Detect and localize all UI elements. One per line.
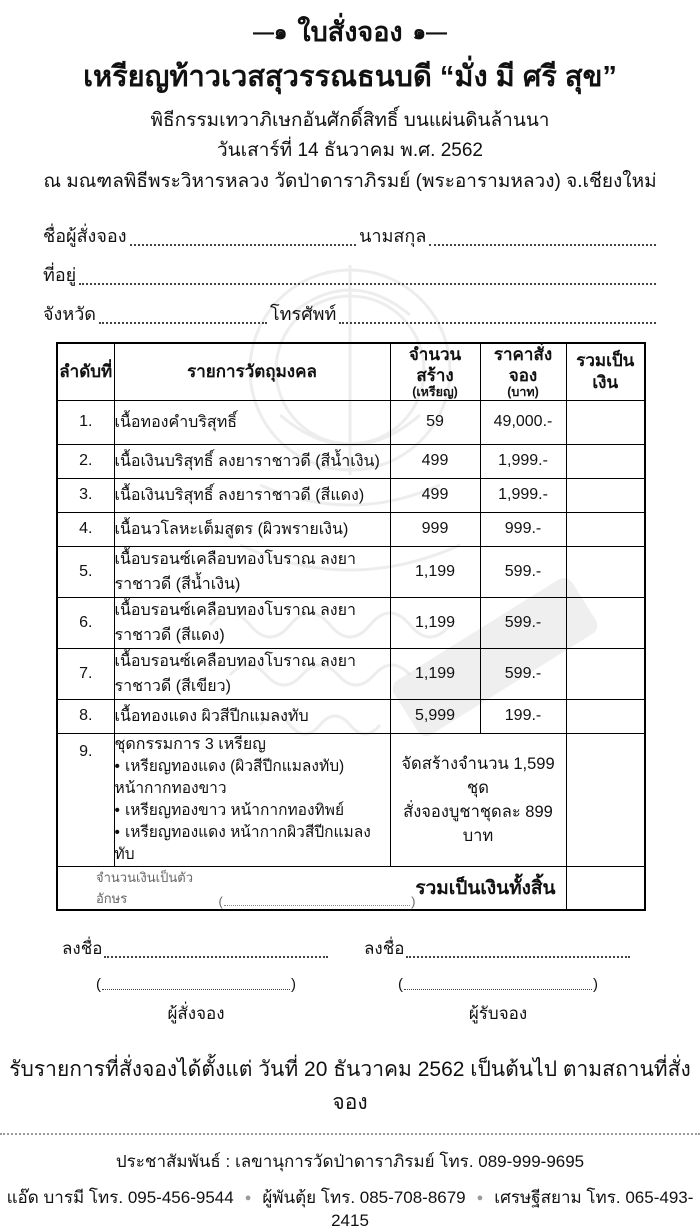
row-total-blank[interactable] bbox=[566, 546, 645, 597]
row-item: เนื้อบรอนซ์เคลือบทองโบราณ ลงยาราชาวดี (สีเขียว) bbox=[114, 648, 390, 699]
row-price: 1,999.- bbox=[480, 444, 566, 478]
province-label: จังหวัด bbox=[43, 303, 96, 324]
table-row bbox=[57, 648, 645, 699]
signature-section bbox=[62, 935, 632, 1027]
contact-line-pr: ประชาสัมพันธ์ : เลขานุการวัดป่าดาราภิรมย์ โทร. 089-999-9695 bbox=[115, 1151, 585, 1171]
address-field-line[interactable] bbox=[79, 281, 656, 285]
table-row bbox=[57, 546, 645, 597]
row-total-blank[interactable] bbox=[566, 512, 645, 546]
paren-open: ( bbox=[398, 975, 403, 993]
main-title: เหรียญท้าวเวสสุวรรณธนบดี “มั่ง มี ศรี สุข” bbox=[83, 61, 617, 94]
row-no: 2. bbox=[57, 444, 114, 478]
set-bullet-line: • เหรียญทองแดง หน้ากากผิวสีปีกแมลงทับ bbox=[114, 823, 371, 863]
order-table bbox=[56, 342, 646, 911]
doc-title: ใบสั่งจอง bbox=[297, 17, 403, 47]
pickup-notice: รับรายการที่สั่งจองได้ตั้งแต่ วันที่ 20 ธันวาคม 2562 เป็นต้นไป ตามสถานที่สั่งจอง bbox=[9, 1057, 691, 1114]
row-total-blank[interactable] bbox=[566, 597, 645, 648]
table-header-row bbox=[57, 343, 645, 401]
set-item-cell bbox=[114, 733, 390, 866]
table-row bbox=[57, 400, 645, 444]
contact-entry: เศรษฐีสยาม โทร. 065-493-2415 bbox=[331, 1187, 694, 1230]
row-no: 1. bbox=[57, 400, 114, 444]
col-header-item: รายการวัตถุมงคล bbox=[114, 343, 390, 401]
receiver-signature-line[interactable] bbox=[406, 954, 630, 958]
set-title: ชุดกรรมการ 3 เหรียญ bbox=[114, 735, 266, 753]
contact-entry: ผู้พันตุ้ย โทร. 085-708-8679 bbox=[262, 1187, 466, 1207]
row-total-blank[interactable] bbox=[566, 699, 645, 733]
surname-label: นามสกุล bbox=[359, 225, 427, 246]
row-item: เนื้อบรอนซ์เคลือบทองโบราณ ลงยาราชาวดี (สีแดง) bbox=[114, 597, 390, 648]
grand-total-cell bbox=[57, 866, 566, 910]
set-bullet-line: • เหรียญทองแดง (ผิวสีปีกแมลงทับ) หน้ากากทองขาว bbox=[114, 757, 345, 797]
row-no: 6. bbox=[57, 597, 114, 648]
ceremony-line: พิธีกรรมเทวาภิเษกอันศักดิ์สิทธิ์ บนแผ่นดินล้านนา bbox=[150, 109, 550, 131]
col-header-no: ลำดับที่ bbox=[57, 343, 114, 401]
row-item: เนื้อบรอนซ์เคลือบทองโบราณ ลงยาราชาวดี (สีน้ำเงิน) bbox=[114, 546, 390, 597]
row-price: 999.- bbox=[480, 512, 566, 546]
sign-label: ลงชื่อ bbox=[62, 938, 103, 958]
paren-close: ) bbox=[291, 975, 296, 993]
set-note-line1: จัดสร้างจำนวน 1,599 ชุด bbox=[401, 754, 555, 797]
col-header-qty: จำนวนสร้าง (เหรียญ) bbox=[390, 343, 480, 401]
row-price: 49,000.- bbox=[480, 400, 566, 444]
row-price: 599.- bbox=[480, 546, 566, 597]
paren-open: ( bbox=[96, 975, 101, 993]
bullet-icon: • bbox=[114, 801, 120, 819]
name-row bbox=[42, 211, 658, 250]
contact-line-people bbox=[0, 1184, 700, 1231]
phone-field-line[interactable] bbox=[339, 320, 656, 324]
row-item: เนื้อเงินบริสุทธิ์ ลงยาราชาวดี (สีแดง) bbox=[114, 478, 390, 512]
row-price: 599.- bbox=[480, 648, 566, 699]
col-header-total: รวมเป็นเงิน bbox=[566, 343, 645, 401]
grand-total-blank[interactable] bbox=[566, 866, 645, 910]
address-row bbox=[42, 250, 658, 289]
row-qty: 1,199 bbox=[390, 648, 480, 699]
receiver-role-label: ผู้รับจอง bbox=[468, 1003, 528, 1023]
row-qty: 1,199 bbox=[390, 546, 480, 597]
bullet-icon: • bbox=[114, 757, 120, 775]
row-qty: 499 bbox=[390, 478, 480, 512]
row-total-blank[interactable] bbox=[566, 733, 645, 866]
paren-close: ) bbox=[593, 975, 598, 993]
address-label: ที่อยู่ bbox=[43, 264, 77, 285]
row-total-blank[interactable] bbox=[566, 478, 645, 512]
row-qty: 999 bbox=[390, 512, 480, 546]
doc-title-line bbox=[0, 14, 700, 50]
amount-in-words bbox=[96, 867, 415, 909]
receiver-name-line[interactable] bbox=[404, 988, 592, 990]
bullet-icon: • bbox=[114, 823, 120, 841]
row-price: 1,999.- bbox=[480, 478, 566, 512]
table-row bbox=[57, 512, 645, 546]
paren-close: ) bbox=[411, 893, 416, 909]
contact-entry: แอ๊ด บารมี โทร. 095-456-9544 bbox=[6, 1187, 234, 1207]
dot-separator-icon: ● bbox=[476, 1191, 484, 1204]
table-row bbox=[57, 478, 645, 512]
row-qty: 5,999 bbox=[390, 699, 480, 733]
row-no: 3. bbox=[57, 478, 114, 512]
set-note-cell bbox=[390, 733, 566, 866]
document-header bbox=[0, 0, 700, 195]
province-phone-row bbox=[42, 289, 658, 328]
receiver-signature-block bbox=[364, 935, 632, 1027]
orderer-name-line[interactable] bbox=[102, 988, 290, 990]
row-qty: 499 bbox=[390, 444, 480, 478]
date-line: วันเสาร์ที่ 14 ธันวาคม พ.ศ. 2562 bbox=[217, 140, 483, 162]
left-ornament-icon: —๑ bbox=[253, 21, 288, 44]
row-item: เนื้อทองคำบริสุทธิ์ bbox=[114, 400, 390, 444]
orderer-signature-block bbox=[62, 935, 330, 1027]
row-no: 9. bbox=[57, 733, 114, 866]
row-price: 599.- bbox=[480, 597, 566, 648]
surname-field-line[interactable] bbox=[429, 242, 656, 246]
amount-in-words-field-line[interactable] bbox=[224, 904, 410, 906]
row-item: เนื้อเงินบริสุทธิ์ ลงยาราชาวดี (สีน้ำเงิน) bbox=[114, 444, 390, 478]
province-field-line[interactable] bbox=[99, 320, 267, 324]
row-total-blank[interactable] bbox=[566, 400, 645, 444]
orderer-signature-line[interactable] bbox=[104, 954, 328, 958]
set-bullet-line: • เหรียญทองขาว หน้ากากทองทิพย์ bbox=[114, 801, 345, 819]
row-total-blank[interactable] bbox=[566, 444, 645, 478]
row-no: 5. bbox=[57, 546, 114, 597]
row-item: เนื้อนวโลหะเต็มสูตร (ผิวพรายเงิน) bbox=[114, 512, 390, 546]
table-row bbox=[57, 597, 645, 648]
venue-line: ณ มณฑลพิธีพระวิหารหลวง วัดป่าดาราภิรมย์ (พระอารามหลวง) จ.เชียงใหม่ bbox=[43, 170, 657, 192]
grand-total-row bbox=[57, 866, 645, 910]
right-ornament-icon: ๑— bbox=[412, 21, 447, 44]
row-qty: 59 bbox=[390, 400, 480, 444]
row-no: 4. bbox=[57, 512, 114, 546]
phone-label: โทรศัพท์ bbox=[270, 303, 337, 324]
set-note-line2: สั่งจองบูชาชุดละ 899 บาท bbox=[403, 802, 553, 845]
row-qty: 1,199 bbox=[390, 597, 480, 648]
name-field-line[interactable] bbox=[130, 242, 357, 246]
grand-total-label: รวมเป็นเงินทั้งสิ้น bbox=[415, 877, 556, 899]
row-no: 7. bbox=[57, 648, 114, 699]
row-total-blank[interactable] bbox=[566, 648, 645, 699]
row-item: เนื้อทองแดง ผิวสีปีกแมลงทับ bbox=[114, 699, 390, 733]
order-table-wrap bbox=[56, 342, 644, 911]
col-header-price: ราคาสั่งจอง (บาท) bbox=[480, 343, 566, 401]
name-label: ชื่อผู้สั่งจอง bbox=[43, 225, 127, 246]
orderer-role-label: ผู้สั่งจอง bbox=[167, 1003, 225, 1023]
amount-in-words-label: จำนวนเงินเป็นตัวอักษร bbox=[96, 869, 193, 906]
row-no: 8. bbox=[57, 699, 114, 733]
dotted-separator bbox=[0, 1133, 700, 1135]
table-row bbox=[57, 699, 645, 733]
orderer-info-form bbox=[42, 211, 658, 328]
committee-set-row bbox=[57, 733, 645, 866]
table-row bbox=[57, 444, 645, 478]
row-price: 199.- bbox=[480, 699, 566, 733]
sign-label: ลงชื่อ bbox=[364, 938, 405, 958]
paren-open: ( bbox=[218, 893, 223, 909]
dot-separator-icon: ● bbox=[244, 1191, 252, 1204]
